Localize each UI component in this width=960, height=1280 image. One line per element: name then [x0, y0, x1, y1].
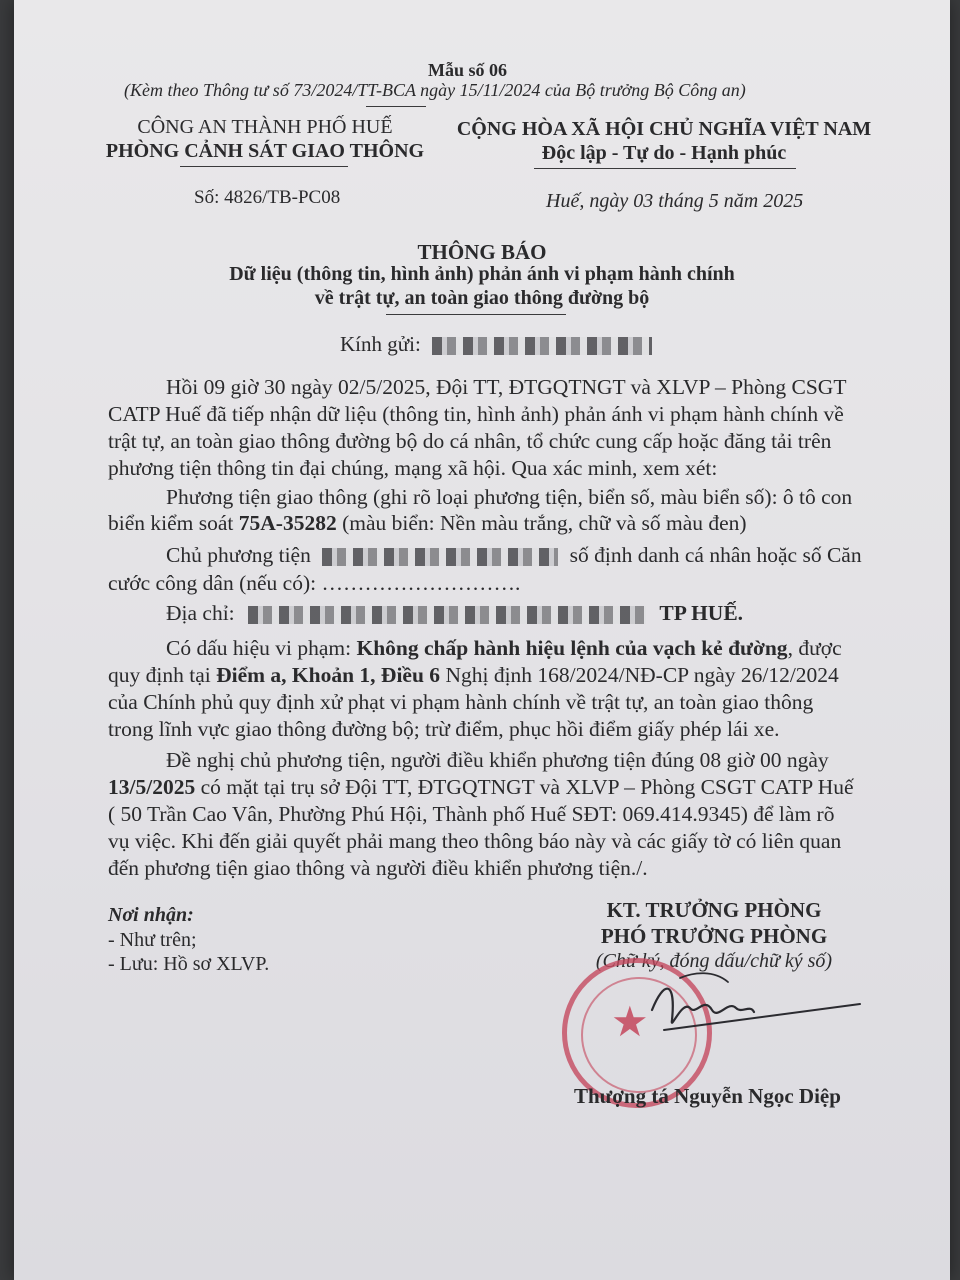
plate-suffix: (màu biển: Nền màu trắng, chữ và số màu đen) — [336, 511, 747, 535]
violation-after: , được — [787, 636, 842, 660]
form-reference: (Kèm theo Thông tư số 73/2024/TT-BCA ngày 15/11/2024 của Bộ trưởng Bộ Công an) — [124, 80, 746, 100]
recipient-item: - Lưu: Hồ sơ XLVP. — [108, 953, 270, 975]
redacted-address — [248, 606, 646, 624]
paragraph-line: Hồi 09 giờ 30 ngày 02/5/2025, Đội TT, ĐTGQTNGT và XLVP – Phòng CSGT — [166, 375, 847, 399]
owner-line-1 — [166, 542, 862, 569]
document-subtitle-1: Dữ liệu (thông tin, hình ảnh) phản ánh vi phạm hành chính — [229, 263, 735, 285]
request-text: có mặt tại trụ sở Đội TT, ĐTGQTNGT và XLVP – Phòng CSGT CATP Huế — [195, 775, 854, 799]
violation-clause: Điểm a, Khoản 1, Điều 6 — [216, 663, 441, 687]
agency-parent: CÔNG AN THÀNH PHỐ HUẾ — [137, 116, 393, 138]
owner-rest: số định danh cá nhân hoặc số Căn — [569, 543, 862, 567]
divider — [366, 106, 426, 107]
address-city: TP HUẾ. — [659, 601, 744, 625]
signature-note: (Chữ ký, đóng dấu/chữ ký số) — [595, 950, 833, 972]
vehicle-line-1: Phương tiện giao thông (ghi rõ loại phương tiện, biển số, màu biển số): ô tô con — [166, 485, 853, 509]
violation-line-2 — [108, 662, 839, 689]
violation-type: Không chấp hành hiệu lệnh của vạch kẻ đường — [356, 636, 788, 660]
document-subtitle-2: về trật tự, an toàn giao thông đường bộ — [314, 287, 650, 309]
divider — [180, 166, 348, 167]
signer-name: Thượng tá Nguyễn Ngọc Diệp — [574, 1084, 841, 1108]
request-line-5: đến phương tiện giao thông và người điều khiển phương tiện./. — [108, 856, 648, 880]
violation-prefix: Có dấu hiệu vi phạm: — [166, 636, 357, 660]
request-line-3: ( 50 Trần Cao Vân, Phường Phú Hội, Thành phố Huế SĐT: 069.414.9345) để làm rõ — [108, 802, 835, 826]
request-line-4: vụ việc. Khi đến giải quyết phải mang theo thông báo này và các giấy tờ có liên quan — [108, 829, 842, 853]
form-number: Mẫu số 06 — [428, 60, 508, 80]
agency-name: PHÒNG CẢNH SÁT GIAO THÔNG — [105, 140, 425, 162]
national-title: CỘNG HÒA XÃ HỘI CHỦ NGHĨA VIỆT NAM — [456, 118, 872, 140]
redacted-recipient — [432, 337, 652, 355]
signer-title-2: PHÓ TRƯỞNG PHÒNG — [600, 924, 828, 948]
document-title: THÔNG BÁO — [417, 240, 547, 264]
divider — [534, 168, 796, 169]
violation-decree: Nghị định 168/2024/NĐ-CP ngày 26/12/2024 — [440, 663, 839, 687]
handwritten-signature — [624, 960, 874, 1040]
violation-line-1 — [166, 635, 842, 662]
violation-line-3: của Chính phủ quy định xử phạt vi phạm hành chính về trật tự, an toàn giao thông — [108, 690, 814, 714]
license-plate: 75A-35282 — [238, 511, 337, 535]
violation-line-4: trong lĩnh vực giao thông đường bộ; trừ điểm, phục hồi điểm giấy phép lái xe. — [108, 717, 780, 741]
paragraph-line: phương tiện thông tin đại chúng, mạng xã hội. Qua xác minh, xem xét: — [108, 456, 718, 480]
star-icon: ★ — [611, 1000, 649, 1046]
recipient-line — [340, 332, 652, 357]
vehicle-line-2 — [108, 510, 747, 537]
document-page — [14, 0, 950, 1280]
paragraph-line: trật tự, an toàn giao thông đường bộ do cá nhân, tổ chức cung cấp hoặc đăng tải trên — [108, 429, 832, 453]
violation-text: quy định tại — [108, 663, 217, 687]
owner-label: Chủ phương tiện — [166, 543, 311, 567]
address-line — [166, 600, 743, 627]
document-number: Số: 4826/TB-PC08 — [194, 187, 341, 208]
address-label: Địa chỉ: — [166, 601, 235, 625]
request-line-1: Đề nghị chủ phương tiện, người điều khiển phương tiện đúng 08 giờ 00 ngày — [166, 748, 829, 772]
plate-prefix: biển kiểm soát — [108, 511, 239, 535]
redacted-owner — [322, 548, 558, 566]
request-line-2 — [108, 774, 854, 801]
recipients-title: Nơi nhận: — [108, 904, 194, 926]
divider — [386, 314, 566, 315]
appointment-date: 13/5/2025 — [108, 775, 196, 799]
recipient-label: Kính gửi: — [340, 332, 421, 356]
national-motto: Độc lập - Tự do - Hạnh phúc — [541, 142, 787, 164]
recipient-item: - Như trên; — [108, 929, 197, 951]
signer-title-1: KT. TRƯỞNG PHÒNG — [606, 898, 822, 922]
paragraph-line: CATP Huế đã tiếp nhận dữ liệu (thông tin, hình ảnh) phản ánh vi phạm hành chính về — [108, 402, 844, 426]
issue-date: Huế, ngày 03 tháng 5 năm 2025 — [546, 190, 804, 212]
owner-line-2: cước công dân (nếu có): ………………………. — [108, 571, 521, 595]
